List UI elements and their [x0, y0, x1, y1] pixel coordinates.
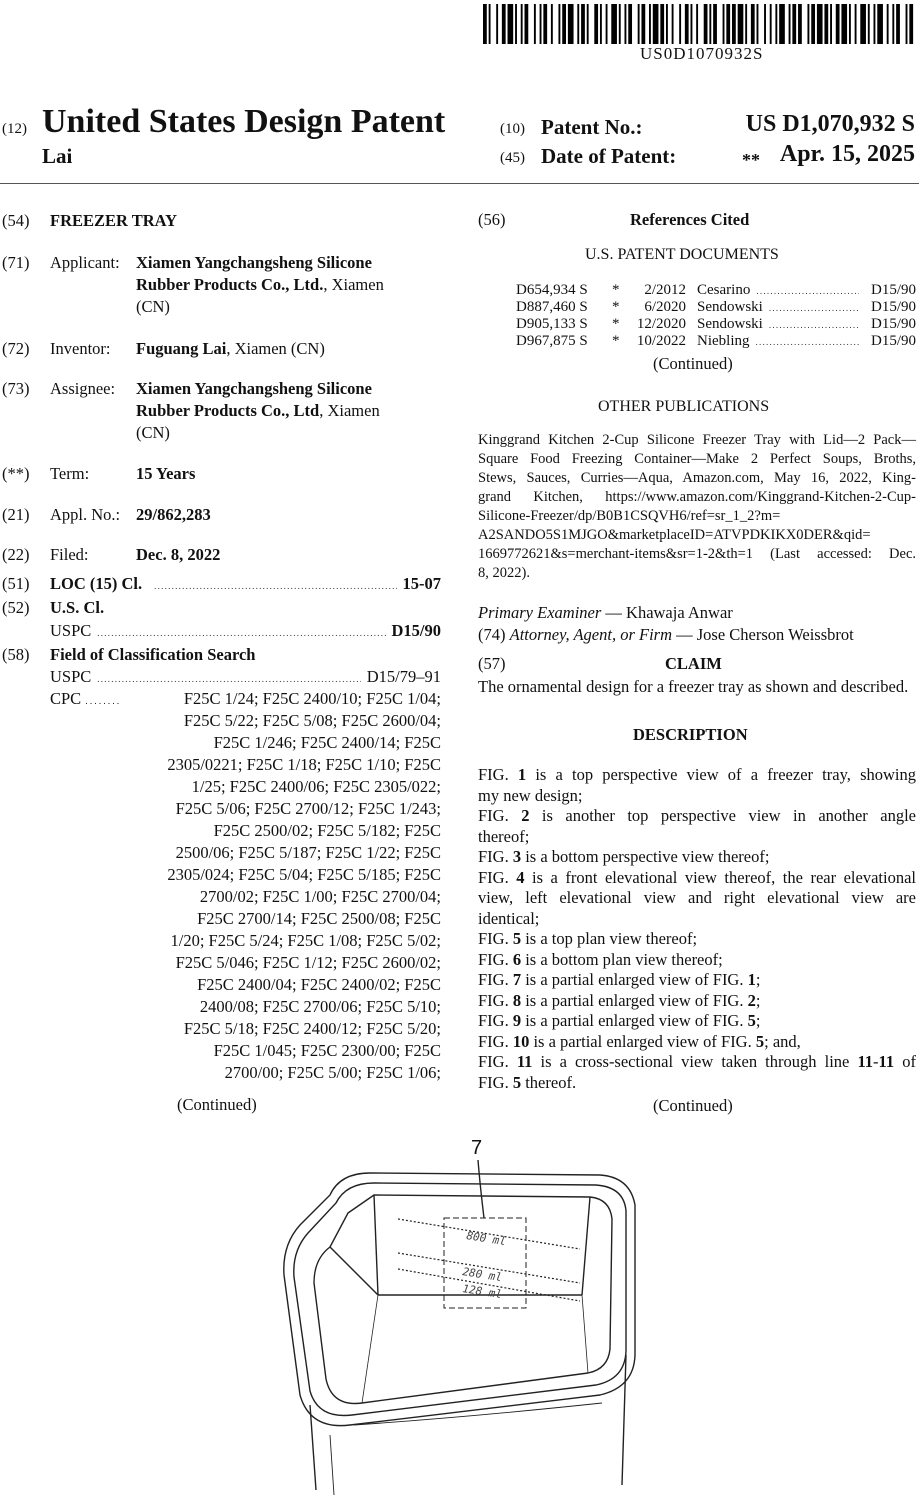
attorney-name: — Jose Cherson Weissbrot: [672, 625, 854, 644]
cpc-line: 1/20; F25C 5/24; F25C 1/08; F25C 5/02;: [170, 931, 441, 950]
description-text: -: [873, 1052, 879, 1071]
ref-date: 12/2020: [636, 316, 686, 332]
fig-number: 11: [516, 1052, 533, 1071]
date-label: Date of Patent:: [541, 144, 677, 168]
fig-number: 8: [512, 990, 522, 1010]
examiner-label: Primary Examiner: [478, 603, 602, 622]
fig-number: 1: [747, 970, 756, 989]
ref-class: D15/90: [871, 282, 916, 298]
description-line: [478, 827, 916, 848]
code-52: (52): [2, 598, 30, 617]
code-56: (56): [478, 210, 506, 229]
loc-class-row: [50, 574, 441, 596]
description-line: [478, 1073, 916, 1094]
patent-number: US D1,070,932 S: [745, 111, 915, 137]
other-publications: [478, 431, 916, 583]
fig-number: 2: [747, 990, 756, 1010]
field-uspc-label: USPC: [50, 667, 92, 686]
fig-number: 3: [512, 847, 522, 866]
cpc-list: [50, 688, 441, 1084]
fig-number: 11: [878, 1052, 895, 1071]
examiner-name: — Khawaja Anwar: [601, 603, 733, 622]
us-docs-title: U.S. PATENT DOCUMENTS: [585, 246, 779, 263]
description-text: is a partial enlarged view of FIG.: [521, 1011, 748, 1030]
inventor-surname: Lai: [42, 144, 73, 168]
assignee-label: Assignee:: [50, 379, 116, 398]
ref-date: 6/2020: [644, 299, 686, 315]
ref-name-row: [697, 316, 863, 333]
other-pub-line: Silicone-Freezer/dp/B0B1CSQVH6/ref=sr_1_2?m=: [478, 508, 781, 524]
claim-text: The ornamental design for a freezer tray as shown and described.: [478, 677, 909, 696]
description-line: [478, 868, 916, 889]
filed-label: Filed:: [50, 545, 89, 564]
ref-class: D15/90: [871, 333, 916, 349]
description-text: ;: [755, 970, 761, 989]
loc-class-value: 15-07: [402, 574, 441, 593]
uspc-value: D15/90: [391, 621, 441, 640]
description-text: FIG.: [478, 806, 522, 825]
code-10: (10): [500, 121, 525, 137]
cpc-line: F25C 5/046; F25C 1/12; F25C 2600/02;: [175, 953, 441, 972]
assignee-line-1: Xiamen Yangchangsheng Silicone: [136, 379, 372, 398]
description-text: thereof.: [521, 1072, 577, 1092]
description-text: FIG.: [478, 1031, 513, 1051]
code-73: (73): [2, 379, 30, 398]
applicant-line-1: Xiamen Yangchangsheng Silicone: [136, 253, 372, 272]
cpc-line: F25C 1/246; F25C 2400/14; F25C: [213, 733, 441, 752]
fig-number: 6: [512, 949, 522, 969]
freezer-tray-drawing: [270, 1155, 655, 1500]
inventor-name: Fuguang Lai: [136, 339, 227, 358]
description-text: is a top perspective view of a freezer tray, showing: [526, 765, 916, 784]
description-text: is a partial enlarged view of FIG.: [521, 970, 748, 989]
description-text: is a partial enlarged view of FIG.: [529, 1031, 756, 1051]
claim-title: CLAIM: [665, 654, 722, 673]
description-text: FIG.: [478, 970, 513, 989]
assignee-country: (CN): [136, 423, 170, 442]
filed-value: Dec. 8, 2022: [136, 545, 221, 564]
ref-date: 2/2012: [644, 282, 686, 298]
assignee-company: Rubber Products Co., Ltd: [136, 401, 320, 420]
references-title: References Cited: [630, 210, 750, 229]
fig-number: 2: [521, 806, 530, 825]
fig-number: 5: [747, 1011, 756, 1030]
cpc-line: 2305/024; F25C 5/04; F25C 5/185; F25C: [167, 865, 441, 884]
other-pub-line: 1669772621&s=merchant-items&sr=1-2&th=1 (Last accessed: Dec.: [478, 546, 916, 562]
inventor-value: [136, 339, 325, 359]
ref-name: Sendowski: [697, 316, 763, 332]
description-text: FIG.: [478, 847, 513, 866]
cpc-line: F25C 2500/02; F25C 5/182; F25C: [213, 821, 441, 840]
code-58: (58): [2, 645, 30, 664]
loc-class-label: LOC (15) Cl.: [50, 574, 143, 593]
code-term: (**): [2, 464, 30, 483]
us-cl-label: U.S. Cl.: [50, 598, 105, 617]
code-45: (45): [500, 150, 525, 166]
description-text: is another top perspective view in another angle: [529, 806, 916, 825]
code-54: (54): [2, 211, 30, 230]
fig-number: 5: [512, 1072, 522, 1092]
description-line: [478, 1052, 916, 1073]
cpc-line: 2700/00; F25C 5/00; F25C 1/06;: [224, 1063, 441, 1082]
description-line: [478, 1011, 916, 1032]
cpc-line: F25C 2400/04; F25C 2400/02; F25C: [197, 975, 441, 994]
applicant-company: Rubber Products Co., Ltd.: [136, 275, 324, 294]
description-line: [478, 765, 916, 786]
left-continued: (Continued): [177, 1095, 257, 1114]
description-line: [478, 991, 916, 1012]
field-search-uspc-row: [50, 667, 441, 689]
cpc-line: F25C 2700/14; F25C 2500/08; F25C: [197, 909, 441, 928]
figure-ref-label: 7: [471, 1137, 483, 1159]
other-pub-line: Stews, Sauces, Curries—Aqua, Amazon.com, May 16, 2022, King-: [478, 470, 916, 486]
description-line: [478, 929, 916, 950]
ref-date: 10/2022: [636, 333, 686, 349]
description-line: [478, 909, 916, 930]
marking-128: 128 ml: [461, 1282, 503, 1302]
cpc-line: 2500/06; F25C 5/187; F25C 1/22; F25C: [175, 843, 441, 862]
term-value: 15 Years: [136, 464, 196, 483]
description-line: [478, 888, 916, 909]
code-22: (22): [2, 545, 30, 564]
header-rule: [0, 183, 919, 184]
uspc-label: USPC: [50, 621, 92, 640]
description-text: is a bottom plan view thereof;: [521, 949, 723, 969]
ref-name: Cesarino: [697, 282, 751, 298]
ref-star: *: [612, 299, 620, 315]
fig-number: 11: [857, 1052, 874, 1071]
code-57: (57): [478, 654, 506, 673]
description-text: thereof;: [478, 826, 530, 846]
description-text: is a front elevational view thereof, the rear elevational: [524, 867, 916, 887]
ref-number: D887,460 S: [516, 299, 588, 315]
date-of-patent: Apr. 15, 2025: [779, 141, 915, 167]
ref-name: Niebling: [697, 333, 750, 349]
field-search-label: Field of Classification Search: [50, 645, 256, 664]
barcode-number: US0D1070932S: [640, 44, 764, 63]
other-pub-title: OTHER PUBLICATIONS: [598, 398, 770, 415]
fig-number: 4: [516, 867, 525, 887]
other-pub-line: 8, 2022).: [478, 565, 530, 581]
code-72: (72): [2, 339, 30, 358]
inventor-location: , Xiamen (CN): [226, 339, 325, 358]
other-pub-line: grand Kitchen, https://www.amazon.com/Kinggrand-Kitchen-2-Cup-: [478, 489, 916, 505]
description-list: [478, 765, 916, 1093]
ref-number: D967,875 S: [516, 333, 588, 349]
cpc-line: F25C 5/22; F25C 5/08; F25C 2600/04;: [183, 711, 441, 730]
other-pub-line: Square Food Freezing Container—Make 2 Perfect Soups, Broths,: [478, 451, 916, 467]
marking-800: 800 ml: [465, 1229, 507, 1249]
ref-name: Sendowski: [697, 299, 763, 315]
other-pub-line: A2SANDO5S1MJGO&marketplaceID=ATVPDKIKX0DER&qid=: [478, 527, 871, 543]
description-text: is a partial enlarged view of FIG.: [521, 990, 748, 1010]
description-text: is a cross-sectional view taken through line: [532, 1052, 858, 1071]
description-line: [478, 786, 916, 807]
applicant-city: , Xiamen: [323, 275, 384, 294]
description-line: [478, 1032, 916, 1053]
ref-star: *: [612, 282, 620, 298]
description-line: [478, 847, 916, 868]
description-title: DESCRIPTION: [633, 725, 748, 744]
code-51: (51): [2, 574, 30, 593]
desc-continued: (Continued): [653, 1096, 733, 1115]
cpc-line: 2400/08; F25C 2700/06; F25C 5/10;: [199, 997, 441, 1016]
description-text: FIG.: [478, 990, 513, 1010]
cpc-line: 2305/0221; F25C 1/18; F25C 1/10; F25C: [167, 755, 441, 774]
code-71: (71): [2, 253, 30, 272]
cpc-line: 1/25; F25C 2400/06; F25C 2305/022;: [191, 777, 441, 796]
appl-no-value: 29/862,283: [136, 505, 211, 524]
ref-star: *: [612, 333, 620, 349]
ref-number: D654,934 S: [516, 282, 588, 298]
cpc-line: F25C 1/24; F25C 2400/10; F25C 1/04;: [183, 689, 441, 708]
term-label: Term:: [50, 464, 90, 483]
applicant-line-2: [136, 275, 384, 295]
description-line: [478, 970, 916, 991]
refs-continued: (Continued): [653, 354, 733, 373]
description-text: FIG.: [478, 1072, 513, 1092]
patent-no-label: Patent No.:: [541, 115, 643, 139]
code-12: (12): [2, 121, 27, 137]
cpc-line: 2700/02; F25C 1/00; F25C 2700/04;: [199, 887, 441, 906]
us-cl-uspc-row: [50, 621, 441, 643]
description-text: my new design;: [478, 785, 583, 805]
ref-name-row: [697, 299, 863, 316]
code-74: (74): [478, 625, 506, 644]
attorney-line: [478, 625, 854, 645]
ref-star: *: [612, 316, 620, 332]
term-marker: **: [742, 150, 760, 170]
description-text: ;: [755, 990, 761, 1010]
ref-number: D905,133 S: [516, 316, 588, 332]
cpc-line: F25C 5/06; F25C 2700/12; F25C 1/243;: [175, 799, 441, 818]
cpc-label: CPC . . . . . . . .: [50, 689, 120, 708]
description-text: FIG.: [478, 765, 518, 784]
description-text: view, left elevational view and right elevational view are: [478, 888, 916, 907]
examiner-line: [478, 603, 733, 623]
description-line: [478, 806, 916, 827]
invention-title: FREEZER TRAY: [50, 211, 177, 230]
ref-class: D15/90: [871, 316, 916, 332]
ref-name-row: [697, 282, 863, 299]
applicant-label: Applicant:: [50, 253, 120, 272]
fig-number: 9: [512, 1011, 522, 1030]
attorney-label: Attorney, Agent, or Firm: [509, 625, 673, 644]
field-uspc-value: D15/79–91: [366, 667, 441, 686]
other-pub-line: Kinggrand Kitchen 2-Cup Silicone Freezer Tray with Lid—2 Pack—: [478, 432, 916, 448]
cpc-line: F25C 1/045; F25C 2300/00; F25C: [213, 1041, 441, 1060]
description-text: is a bottom perspective view thereof;: [521, 847, 770, 866]
description-line: [478, 950, 916, 971]
document-title: United States Design Patent: [42, 103, 446, 140]
description-text: FIG.: [478, 929, 513, 948]
description-text: FIG.: [478, 1052, 517, 1071]
assignee-line-2: [136, 401, 380, 421]
fig-number: 7: [512, 970, 522, 989]
ref-class: D15/90: [871, 299, 916, 315]
inventor-label: Inventor:: [50, 339, 111, 358]
appl-no-label: Appl. No.:: [50, 505, 121, 524]
code-21: (21): [2, 505, 30, 524]
description-text: identical;: [478, 908, 540, 928]
fig-number: 5: [755, 1031, 765, 1051]
fig-number: 5: [512, 929, 522, 948]
description-text: of: [894, 1052, 916, 1071]
fig-number: 10: [512, 1031, 530, 1051]
fig-number: 1: [517, 765, 527, 784]
description-text: ;: [755, 1011, 761, 1030]
cpc-line: F25C 5/18; F25C 2400/12; F25C 5/20;: [183, 1019, 441, 1038]
applicant-country: (CN): [136, 297, 170, 316]
description-text: FIG.: [478, 1011, 513, 1030]
description-text: FIG.: [478, 949, 513, 969]
description-text: is a top plan view thereof;: [521, 929, 698, 948]
description-text: FIG.: [478, 867, 517, 887]
barcode: [483, 4, 915, 44]
marking-280: 280 ml: [461, 1265, 503, 1285]
ref-name-row: [697, 333, 863, 350]
assignee-city: , Xiamen: [319, 401, 380, 420]
description-text: ; and,: [764, 1031, 801, 1051]
